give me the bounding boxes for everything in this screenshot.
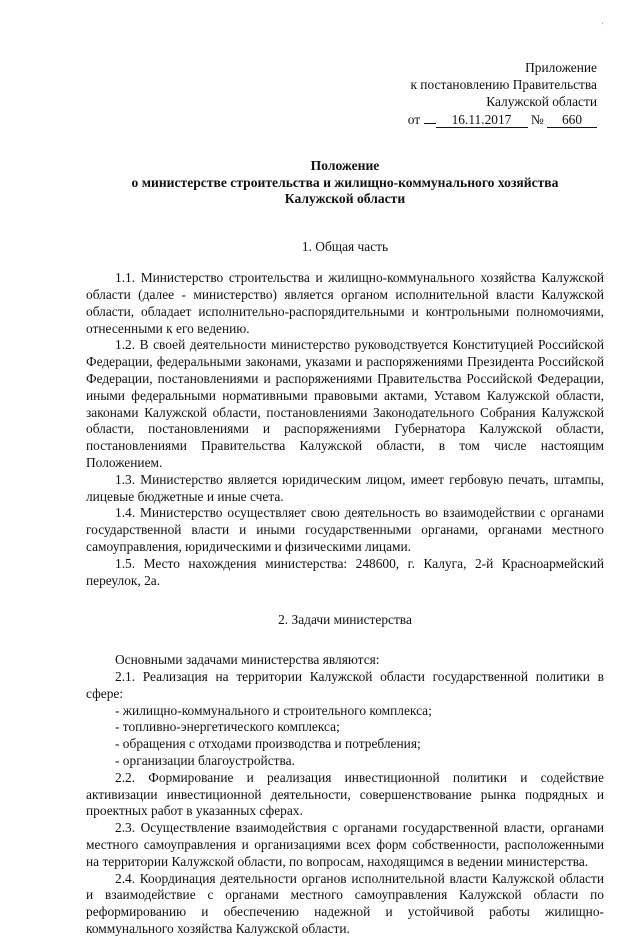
appendix-decree: к постановлению Правительства	[410, 76, 597, 92]
paragraph-1-3: 1.3. Министерство является юридическим лицом, имеет гербовую печать, штампы, лицевые бюджетные и иные счета.	[86, 471, 604, 504]
section-1-body	[86, 270, 604, 589]
appendix-dateline	[86, 110, 597, 129]
appendix-block	[86, 60, 604, 129]
paragraph-2-2: 2.2. Формирование и реализация инвестиционной политики и содействие активизации инвестиционной деятельности, совершенствование рынка подрядных и проектных работ в указанных сферах.	[86, 769, 604, 819]
appendix-title: Приложение	[525, 60, 597, 75]
paragraph-2-3: 2.3. Осуществление взаимодействия с органами государственной власти, органами местного самоуправления и организациями всех форм собственности, расположенными на территории Калужской области, по вопросам, находящимся в ведении министерства.	[86, 820, 604, 869]
decree-number: 660	[547, 113, 597, 128]
date-prefix: от	[407, 112, 421, 128]
section-1-heading: 1. Общая часть	[301, 239, 389, 255]
document-title	[86, 158, 604, 207]
list-item: - топливно-энергетического комплекса;	[115, 719, 340, 735]
decree-date: 16.11.2017	[436, 113, 528, 128]
number-sign: №	[530, 112, 544, 128]
list-item: - организации благоустройства.	[115, 752, 295, 768]
list-item: - жилищно-коммунального и строительного комплекса;	[115, 702, 432, 718]
paragraph-1-1: 1.1. Министерство строительства и жилищно-коммунального хозяйства Калужской области (далее - министерство) является органом исполнительной власти Калужской области, обладает исполнительно-распорядительными и контрольными полномочиями, отнесенными к его ведению.	[86, 270, 604, 336]
corner-mark: '	[602, 21, 604, 30]
paragraph-2-4: 2.4. Координация деятельности органов исполнительной власти Калужской области и взаимодействие с органами местного самоуправления Калужской области по реформированию и обеспечению надежной и устойчивой работы жилищно-коммунального хозяйства Калужской области.	[86, 870, 604, 936]
section-2-heading: 2. Задачи министерства	[278, 612, 412, 628]
paragraph-1-2: 1.2. В своей деятельности министерство руководствуется Конституцией Российской Федерации, федеральными законами, указами и распоряжениями Президента Российской Федерации, постановлениями и распоряжениями Правительства Российской Федерации, иными федеральными нормативными правовыми актами, Уставом Калужской области, законами Калужской области, постановлениями Законодательного Собрания Калужской области, постановлениями и распоряжениями Губернатора Калужской области, постановлениями Правительства Калужской области, в том числе настоящим Положением.	[86, 337, 604, 470]
paragraph-2-1: 2.1. Реализация на территории Калужской области государственной политики в сфере:	[86, 668, 604, 701]
appendix-region: Калужской области	[486, 93, 597, 109]
paragraph-1-5: 1.5. Место нахождения министерства: 248600, г. Калуга, 2-й Красноармейский переулок, 2а.	[86, 555, 604, 588]
list-item: - обращения с отходами производства и потребления;	[115, 736, 421, 752]
date-underline-lead	[424, 110, 436, 124]
sphere-list	[86, 703, 604, 770]
title-line-3: Калужской области	[284, 191, 406, 206]
section-2-body	[86, 652, 604, 938]
section-2-intro: Основными задачами министерства являются:	[115, 652, 380, 668]
paragraph-1-4: 1.4. Министерство осуществляет свою деятельность во взаимодействии с органами государственной власти и иными государственными органами, органами местного самоуправления, юридическими и физическими лицами.	[86, 505, 604, 554]
title-line-2: о министерстве строительства и жилищно-коммунального хозяйства	[131, 174, 559, 190]
title-line-1: Положение	[310, 158, 380, 174]
